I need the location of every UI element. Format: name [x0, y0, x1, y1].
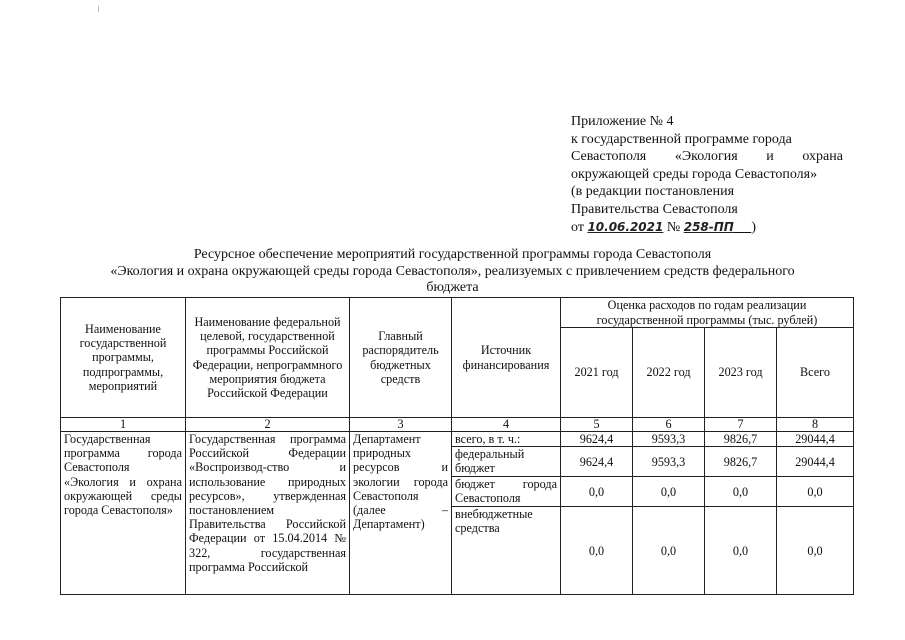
appendix-line: Правительства Севастополя	[571, 201, 738, 217]
column-number: 4	[452, 418, 561, 432]
column-number: 5	[561, 418, 633, 432]
value-cell: 9624,4	[561, 432, 633, 447]
appendix-word: и	[766, 149, 774, 165]
value-cell: 0,0	[561, 477, 633, 507]
federal-program-cell: Государственная программа Российской Федерации «Воспроизвод-ство и использование природных ресурсов», утвержденная постановлением Правительства Российской Федерации от 15.04.2014 № 322, государственная программа Российской	[186, 432, 350, 595]
value-cell: 0,0	[633, 477, 705, 507]
date-prefix: от	[571, 219, 584, 235]
value-cell: 29044,4	[777, 432, 854, 447]
title-line: «Экология и охрана окружающей среды города Севастополя», реализуемых с привлечением средств федерального	[110, 263, 795, 279]
appendix-word: Севастополя	[571, 149, 647, 165]
column-number: 3	[350, 418, 452, 432]
program-name-cell: Государственная программа города Севастополя «Экология и охрана окружающей среды города Севастополя»	[61, 432, 186, 595]
value-cell: 0,0	[705, 477, 777, 507]
value-cell: 0,0	[705, 507, 777, 595]
number-prefix: №	[666, 219, 681, 235]
scan-speck	[98, 6, 99, 12]
appendix-note	[571, 113, 843, 236]
appendix-line: (в редакции постановления	[571, 184, 735, 200]
source-cell: федеральный бюджет	[452, 447, 561, 477]
column-number: 8	[777, 418, 854, 432]
source-cell: внебюджетные средства	[452, 507, 561, 595]
appendix-line: окружающей среды города Севастополя»	[571, 166, 818, 182]
value-cell: 9826,7	[705, 447, 777, 477]
value-cell: 9593,3	[633, 447, 705, 477]
value-cell: 9826,7	[705, 432, 777, 447]
header-total: Всего	[777, 328, 854, 418]
value-cell: 0,0	[633, 507, 705, 595]
source-cell: всего, в т. ч.:	[452, 432, 561, 447]
title-line: Ресурсное обеспечение мероприятий государственной программы города Севастополя	[193, 247, 712, 262]
header-manager: Главный распорядитель бюджетных средств	[350, 298, 452, 418]
appendix-date-line	[571, 219, 843, 237]
appendix-line-justified	[571, 148, 843, 166]
source-cell: бюджет города Севастополя	[452, 477, 561, 507]
column-number: 6	[633, 418, 705, 432]
value-cell: 0,0	[561, 507, 633, 595]
appendix-line: к государственной программе города	[571, 131, 792, 147]
resource-table	[60, 297, 854, 595]
value-cell: 0,0	[777, 477, 854, 507]
value-cell: 9593,3	[633, 432, 705, 447]
handwritten-number: 258-ПП	[683, 219, 734, 234]
value-cell: 9624,4	[561, 447, 633, 477]
header-year-2021: 2021 год	[561, 328, 633, 418]
document-title	[40, 247, 865, 297]
appendix-word: охрана	[802, 149, 843, 165]
header-source: Источник финансирования	[452, 298, 561, 418]
appendix-word: «Экология	[674, 149, 738, 165]
manager-cell: Департамент природных ресурсов и экологии города Севастополя (далее – Департамент)	[350, 432, 452, 595]
close-paren: )	[751, 219, 757, 235]
header-program-name: Наименование государственной программы, подпрограммы, мероприятий	[61, 298, 186, 418]
header-year-2023: 2023 год	[705, 328, 777, 418]
title-line: бюджета	[426, 280, 479, 295]
column-number: 2	[186, 418, 350, 432]
appendix-number: Приложение № 4	[571, 114, 674, 129]
column-number: 7	[705, 418, 777, 432]
header-year-2022: 2022 год	[633, 328, 705, 418]
column-number: 1	[61, 418, 186, 432]
header-estimate: Оценка расходов по годам реализации государственной программы (тыс. рублей)	[561, 298, 854, 328]
value-cell: 0,0	[777, 507, 854, 595]
header-federal-program: Наименование федеральной целевой, государственной программы Российской Федерации, непрограммного мероприятия бюджета Российской Федерации	[186, 298, 350, 418]
value-cell: 29044,4	[777, 447, 854, 477]
handwritten-date: 10.06.2021	[587, 219, 664, 234]
